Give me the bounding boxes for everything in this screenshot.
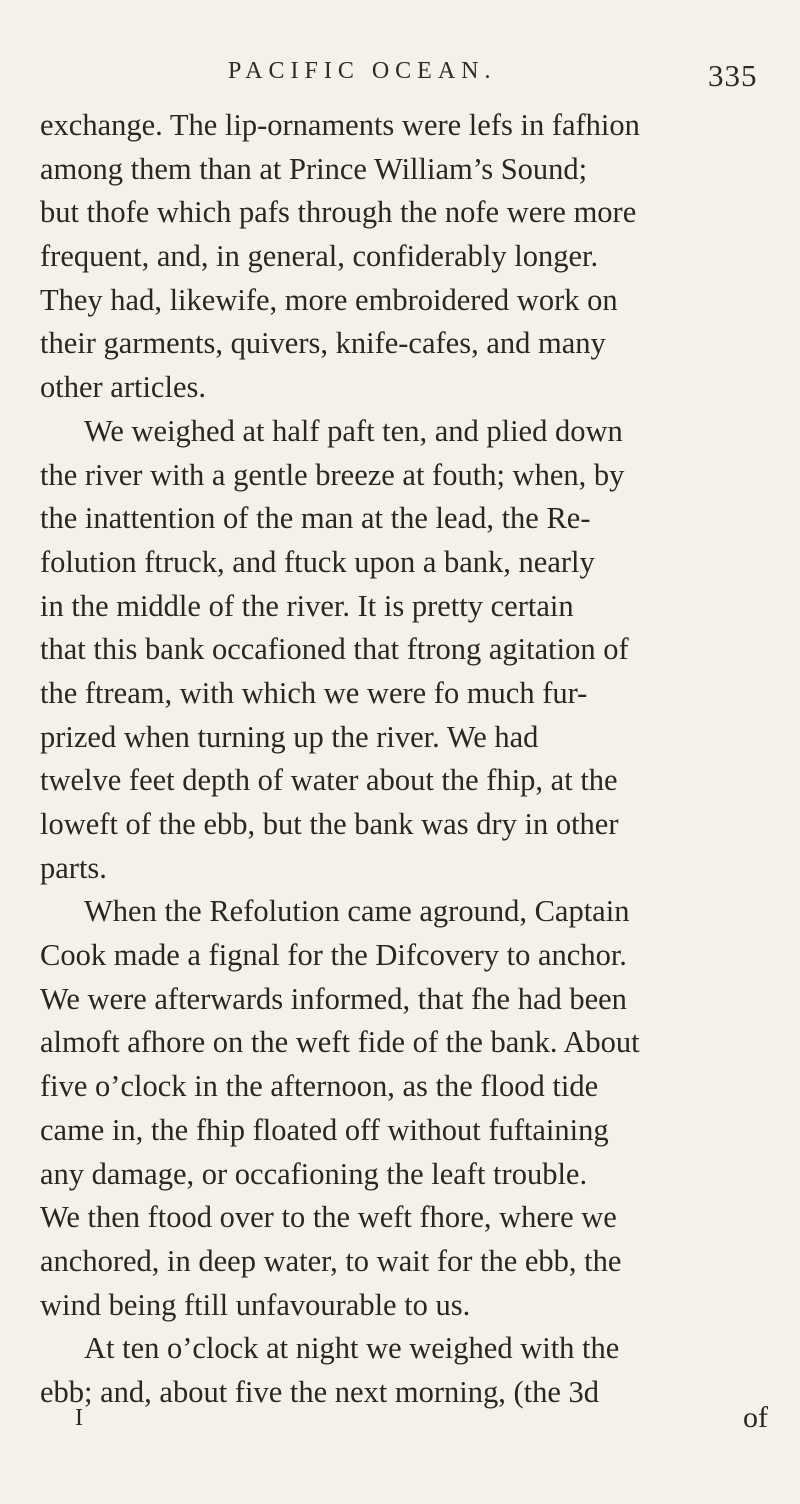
- text-line: the inattention of the man at the lead, the Re-: [40, 501, 591, 536]
- text-line: came in, the fhip floated off without fuftaining: [40, 1112, 609, 1147]
- text-line: We then ftood over to the weft fhore, where we: [40, 1200, 617, 1235]
- page-number: 335: [708, 58, 758, 93]
- text-line: We were afterwards informed, that fhe had been: [40, 981, 627, 1016]
- text-line: among them than at Prince William’s Sound;: [40, 151, 588, 186]
- paragraph-start-line: We weighed at half paft ten, and plied down: [84, 413, 623, 448]
- text-line: twelve feet depth of water about the fhip, at the: [40, 763, 618, 798]
- running-title: PACIFIC OCEAN.: [228, 58, 497, 84]
- text-line: parts.: [40, 850, 107, 885]
- text-line: Cook made a fignal for the Difcovery to anchor.: [40, 938, 627, 973]
- paragraph-start-line: At ten o’clock at night we weighed with the: [84, 1331, 620, 1366]
- text-line: other articles.: [40, 370, 206, 405]
- text-line: five o’clock in the afternoon, as the flood tide: [40, 1069, 599, 1104]
- text-line: prized when turning up the river. We had: [40, 719, 539, 754]
- text-line: exchange. The lip-ornaments were lefs in fafhion: [40, 108, 640, 142]
- catchline: [40, 1398, 780, 1438]
- text-line: loweft of the ebb, but the bank was dry in other: [40, 807, 619, 841]
- text-line: in the middle of the river. It is pretty certain: [40, 588, 574, 623]
- text-line: any damage, or occafioning the leaft trouble.: [40, 1156, 588, 1191]
- text-line: that this bank occafioned that ftrong agitation of: [40, 632, 629, 667]
- text-line: almoft afhore on the weft fide of the bank. About: [40, 1025, 640, 1060]
- text-line: but thofe which pafs through the nofe were more: [40, 195, 637, 230]
- text-line: ebb; and, about five the next morning, (the 3d: [40, 1374, 600, 1409]
- text-line: They had, likewife, more embroidered work on: [40, 282, 618, 317]
- text-line: the ftream, with which we were fo much fur-: [40, 675, 588, 710]
- body-text: [40, 104, 780, 1415]
- text-line: folution ftruck, and ftuck upon a bank, nearly: [40, 544, 595, 579]
- signature-mark: I: [75, 1405, 83, 1431]
- catchword: of: [743, 1401, 768, 1434]
- text-line: frequent, and, in general, confiderably longer.: [40, 239, 599, 274]
- text-line: their garments, quivers, knife-cafes, and many: [40, 326, 606, 361]
- text-line: the river with a gentle breeze at fouth; when, by: [40, 457, 625, 492]
- text-line: wind being ftill unfavourable to us.: [40, 1287, 471, 1322]
- paragraph-start-line: When the Refolution came aground, Captain: [84, 894, 630, 929]
- text-line: anchored, in deep water, to wait for the ebb, the: [40, 1243, 622, 1278]
